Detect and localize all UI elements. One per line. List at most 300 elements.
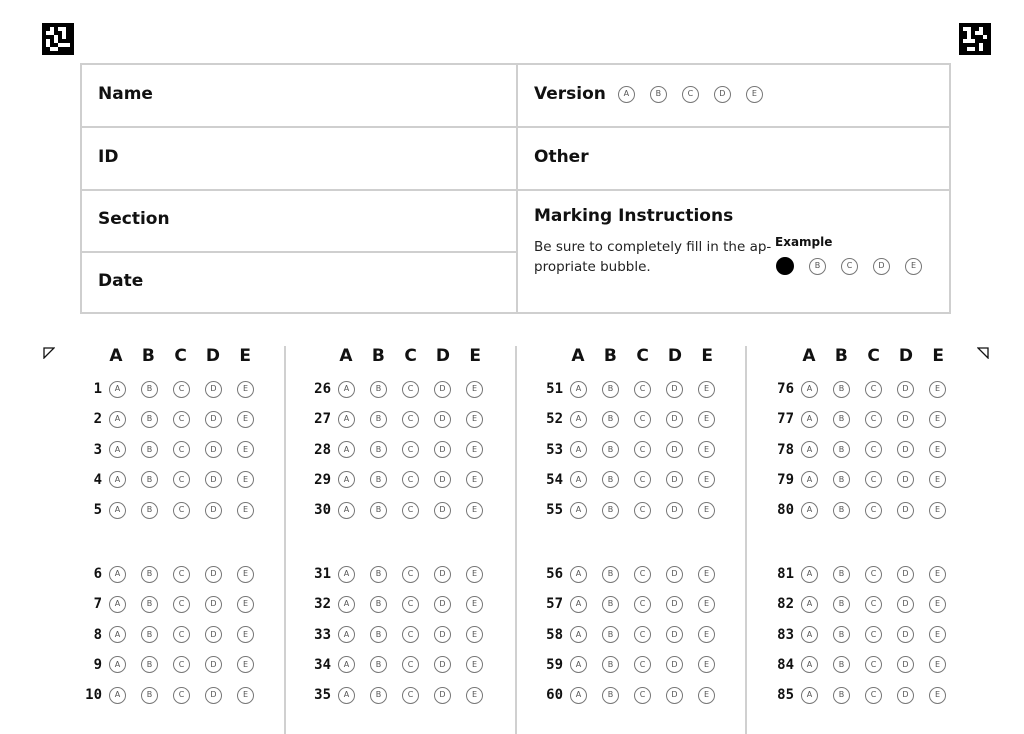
answer-bubble-4-c[interactable]: C	[173, 471, 190, 488]
answer-bubble-52-d[interactable]: D	[666, 411, 683, 428]
answer-bubble-81-a[interactable]: A	[801, 566, 818, 583]
question-row	[305, 410, 498, 428]
answer-bubble-5-a[interactable]: A	[109, 502, 126, 519]
example-bubble-d[interactable]: D	[873, 258, 890, 275]
answer-bubble-2-b[interactable]: B	[141, 411, 158, 428]
answer-bubble-10-d[interactable]: D	[205, 687, 222, 704]
answer-bubble-84-e[interactable]: E	[929, 656, 946, 673]
answer-bubble-58-c[interactable]: C	[634, 626, 651, 643]
question-number: 6	[93, 566, 102, 582]
answer-bubble-5-e[interactable]: E	[237, 502, 254, 519]
question-row	[305, 441, 498, 459]
question-row	[768, 501, 961, 519]
answer-bubble-58-e[interactable]: E	[698, 626, 715, 643]
info-table	[80, 63, 951, 314]
answer-bubble-33-c[interactable]: C	[402, 626, 419, 643]
answer-bubble-35-e[interactable]: E	[466, 687, 483, 704]
answer-bubble-55-a[interactable]: A	[570, 502, 587, 519]
answer-bubble-5-d[interactable]: D	[205, 502, 222, 519]
answer-bubble-80-e[interactable]: E	[929, 502, 946, 519]
question-number: 81	[777, 566, 794, 582]
answer-bubble-31-d[interactable]: D	[434, 566, 451, 583]
answer-bubble-58-a[interactable]: A	[570, 626, 587, 643]
answer-bubble-77-b[interactable]: B	[833, 411, 850, 428]
id-label: ID	[98, 147, 119, 167]
question-row	[76, 471, 269, 489]
answer-bubble-56-a[interactable]: A	[570, 566, 587, 583]
answer-bubble-52-a[interactable]: A	[570, 411, 587, 428]
question-row	[305, 595, 498, 613]
answer-bubble-85-c[interactable]: C	[865, 687, 882, 704]
answer-bubble-54-a[interactable]: A	[570, 471, 587, 488]
answer-bubble-9-a[interactable]: A	[109, 656, 126, 673]
question-number: 32	[314, 596, 331, 613]
answer-bubble-82-e[interactable]: E	[929, 596, 946, 613]
question-row	[537, 686, 730, 704]
alignment-corner-right	[977, 347, 989, 359]
answer-bubble-82-c[interactable]: C	[865, 596, 882, 613]
example-label: Example	[775, 235, 833, 249]
answer-bubble-29-c[interactable]: C	[402, 471, 419, 488]
answer-bubble-83-e[interactable]: E	[929, 626, 946, 643]
answer-bubble-34-d[interactable]: D	[434, 656, 451, 673]
example-bubble-b[interactable]: B	[809, 258, 826, 275]
answer-bubble-3-c[interactable]: C	[173, 441, 190, 458]
answer-bubble-85-e[interactable]: E	[929, 687, 946, 704]
answer-bubble-51-e[interactable]: E	[698, 381, 715, 398]
question-row	[768, 656, 961, 674]
answer-bubble-56-b[interactable]: B	[602, 566, 619, 583]
answer-bubble-85-a[interactable]: A	[801, 687, 818, 704]
answer-bubble-77-c[interactable]: C	[865, 411, 882, 428]
answer-bubble-59-c[interactable]: C	[634, 656, 651, 673]
answer-bubble-29-a[interactable]: A	[338, 471, 355, 488]
answer-bubble-9-b[interactable]: B	[141, 656, 158, 673]
answer-bubble-56-c[interactable]: C	[634, 566, 651, 583]
column-header-d: D	[898, 346, 913, 366]
answer-bubble-8-e[interactable]: E	[237, 626, 254, 643]
answer-bubble-26-a[interactable]: A	[338, 381, 355, 398]
column-header-d: D	[667, 346, 682, 366]
question-number: 83	[777, 626, 794, 643]
answer-bubble-29-e[interactable]: E	[466, 471, 483, 488]
column-header-e: E	[701, 346, 713, 366]
question-number: 2	[93, 411, 102, 428]
question-number: 8	[93, 626, 102, 643]
answer-bubble-28-c[interactable]: C	[402, 441, 419, 458]
answer-bubble-10-b[interactable]: B	[141, 687, 158, 704]
question-number: 35	[314, 687, 331, 704]
answer-bubble-80-d[interactable]: D	[897, 502, 914, 519]
answer-bubble-76-c[interactable]: C	[865, 381, 882, 398]
question-number: 82	[777, 596, 794, 613]
answer-bubble-31-a[interactable]: A	[338, 566, 355, 583]
column-separator	[284, 346, 286, 734]
question-row	[305, 565, 498, 583]
answer-bubble-7-c[interactable]: C	[173, 596, 190, 613]
answer-bubble-9-e[interactable]: E	[237, 656, 254, 673]
question-row	[76, 595, 269, 613]
answer-bubble-27-a[interactable]: A	[338, 411, 355, 428]
answer-bubble-81-c[interactable]: C	[865, 566, 882, 583]
answer-bubble-83-c[interactable]: C	[865, 626, 882, 643]
column-header-a: A	[571, 346, 585, 366]
answer-bubble-54-c[interactable]: C	[634, 471, 651, 488]
answer-bubble-33-a[interactable]: A	[338, 626, 355, 643]
answer-bubble-30-d[interactable]: D	[434, 502, 451, 519]
version-field	[534, 84, 778, 104]
question-row	[768, 410, 961, 428]
question-row	[305, 656, 498, 674]
answer-bubble-53-c[interactable]: C	[634, 441, 651, 458]
answer-bubble-79-a[interactable]: A	[801, 471, 818, 488]
answer-bubble-81-b[interactable]: B	[833, 566, 850, 583]
answer-bubble-5-b[interactable]: B	[141, 502, 158, 519]
answer-bubble-30-b[interactable]: B	[370, 502, 387, 519]
answer-bubble-55-d[interactable]: D	[666, 502, 683, 519]
question-row	[76, 501, 269, 519]
question-number: 5	[93, 502, 102, 519]
answer-bubble-59-d[interactable]: D	[666, 656, 683, 673]
column-header-b: B	[603, 346, 617, 366]
question-number: 57	[546, 596, 563, 613]
answer-bubble-84-a[interactable]: A	[801, 656, 818, 673]
question-number: 78	[777, 441, 794, 458]
answer-bubble-78-e[interactable]: E	[929, 441, 946, 458]
question-row	[768, 471, 961, 489]
answer-bubble-80-c[interactable]: C	[865, 502, 882, 519]
answer-bubble-2-a[interactable]: A	[109, 411, 126, 428]
question-number: 77	[777, 411, 794, 428]
question-row	[537, 595, 730, 613]
answer-bubble-77-e[interactable]: E	[929, 411, 946, 428]
answer-bubble-84-b[interactable]: B	[833, 656, 850, 673]
answer-bubble-55-c[interactable]: C	[634, 502, 651, 519]
answer-bubble-31-b[interactable]: B	[370, 566, 387, 583]
answer-bubble-6-b[interactable]: B	[141, 566, 158, 583]
question-number: 51	[546, 381, 563, 397]
answer-bubble-27-d[interactable]: D	[434, 411, 451, 428]
column-header-c: C	[174, 346, 187, 366]
answer-bubble-35-b[interactable]: B	[370, 687, 387, 704]
question-row	[76, 565, 269, 583]
question-row	[305, 686, 498, 704]
answer-bubble-81-e[interactable]: E	[929, 566, 946, 583]
question-row	[305, 626, 498, 644]
answer-bubble-32-a[interactable]: A	[338, 596, 355, 613]
answer-bubble-27-c[interactable]: C	[402, 411, 419, 428]
answer-bubble-1-c[interactable]: C	[173, 381, 190, 398]
question-row	[768, 441, 961, 459]
question-number: 10	[85, 687, 102, 704]
answer-bubble-33-e[interactable]: E	[466, 626, 483, 643]
answer-bubble-27-b[interactable]: B	[370, 411, 387, 428]
answer-bubble-28-b[interactable]: B	[370, 441, 387, 458]
answer-bubble-82-a[interactable]: A	[801, 596, 818, 613]
version-bubble-c[interactable]: C	[682, 86, 699, 103]
answer-bubble-77-a[interactable]: A	[801, 411, 818, 428]
answer-bubble-53-e[interactable]: E	[698, 441, 715, 458]
date-label: Date	[98, 271, 144, 291]
answer-bubble-76-d[interactable]: D	[897, 381, 914, 398]
question-number: 58	[546, 626, 563, 643]
answer-bubble-32-e[interactable]: E	[466, 596, 483, 613]
answer-bubble-59-a[interactable]: A	[570, 656, 587, 673]
answer-bubble-54-b[interactable]: B	[602, 471, 619, 488]
answer-bubble-30-e[interactable]: E	[466, 502, 483, 519]
question-row	[305, 380, 498, 398]
answer-bubble-82-b[interactable]: B	[833, 596, 850, 613]
answer-bubble-3-a[interactable]: A	[109, 441, 126, 458]
question-number: 76	[777, 381, 794, 397]
answer-bubble-57-e[interactable]: E	[698, 596, 715, 613]
answer-bubble-56-d[interactable]: D	[666, 566, 683, 583]
answer-bubble-9-c[interactable]: C	[173, 656, 190, 673]
answer-bubble-76-b[interactable]: B	[833, 381, 850, 398]
answer-bubble-6-e[interactable]: E	[237, 566, 254, 583]
answer-bubble-34-b[interactable]: B	[370, 656, 387, 673]
answer-bubble-34-e[interactable]: E	[466, 656, 483, 673]
answer-bubble-53-a[interactable]: A	[570, 441, 587, 458]
question-row	[768, 380, 961, 398]
answer-bubble-31-c[interactable]: C	[402, 566, 419, 583]
answer-bubble-30-a[interactable]: A	[338, 502, 355, 519]
answer-bubble-28-a[interactable]: A	[338, 441, 355, 458]
answer-bubble-34-c[interactable]: C	[402, 656, 419, 673]
question-row	[76, 380, 269, 398]
answer-bubble-81-d[interactable]: D	[897, 566, 914, 583]
answer-bubble-76-a[interactable]: A	[801, 381, 818, 398]
answer-bubble-79-c[interactable]: C	[865, 471, 882, 488]
answer-bubble-9-d[interactable]: D	[205, 656, 222, 673]
version-bubble-d[interactable]: D	[714, 86, 731, 103]
version-bubble-b[interactable]: B	[650, 86, 667, 103]
answer-bubble-28-d[interactable]: D	[434, 441, 451, 458]
answer-bubble-80-a[interactable]: A	[801, 502, 818, 519]
version-bubble-a[interactable]: A	[618, 86, 635, 103]
answer-bubble-83-b[interactable]: B	[833, 626, 850, 643]
answer-bubble-10-e[interactable]: E	[237, 687, 254, 704]
answer-bubble-78-c[interactable]: C	[865, 441, 882, 458]
question-number: 31	[314, 566, 331, 582]
answer-bubble-35-c[interactable]: C	[402, 687, 419, 704]
question-number: 1	[93, 381, 102, 397]
answer-bubble-56-e[interactable]: E	[698, 566, 715, 583]
answer-bubble-29-b[interactable]: B	[370, 471, 387, 488]
version-bubble-e[interactable]: E	[746, 86, 763, 103]
answer-bubble-7-b[interactable]: B	[141, 596, 158, 613]
question-number: 84	[777, 656, 794, 673]
answer-bubble-84-c[interactable]: C	[865, 656, 882, 673]
answer-bubble-78-d[interactable]: D	[897, 441, 914, 458]
answer-bubble-54-d[interactable]: D	[666, 471, 683, 488]
answer-bubble-7-d[interactable]: D	[205, 596, 222, 613]
answer-bubble-79-b[interactable]: B	[833, 471, 850, 488]
question-row	[76, 686, 269, 704]
answer-bubble-85-b[interactable]: B	[833, 687, 850, 704]
answer-bubble-32-b[interactable]: B	[370, 596, 387, 613]
name-label: Name	[98, 84, 153, 104]
answer-bubble-4-e[interactable]: E	[237, 471, 254, 488]
answer-bubble-26-e[interactable]: E	[466, 381, 483, 398]
question-row	[305, 501, 498, 519]
column-separator	[515, 346, 517, 734]
question-number: 33	[314, 626, 331, 643]
question-row	[537, 410, 730, 428]
answer-bubble-26-c[interactable]: C	[402, 381, 419, 398]
answer-bubble-52-c[interactable]: C	[634, 411, 651, 428]
answer-bubble-85-d[interactable]: D	[897, 687, 914, 704]
answer-bubble-53-d[interactable]: D	[666, 441, 683, 458]
answer-bubble-60-a[interactable]: A	[570, 687, 587, 704]
answer-bubble-78-a[interactable]: A	[801, 441, 818, 458]
answer-bubble-51-d[interactable]: D	[666, 381, 683, 398]
question-row	[537, 380, 730, 398]
answer-bubble-8-c[interactable]: C	[173, 626, 190, 643]
answer-bubble-57-a[interactable]: A	[570, 596, 587, 613]
answer-bubble-60-b[interactable]: B	[602, 687, 619, 704]
answer-bubble-32-d[interactable]: D	[434, 596, 451, 613]
answer-bubble-4-a[interactable]: A	[109, 471, 126, 488]
answer-bubble-33-b[interactable]: B	[370, 626, 387, 643]
answer-bubble-1-e[interactable]: E	[237, 381, 254, 398]
answer-bubble-53-b[interactable]: B	[602, 441, 619, 458]
question-row	[768, 595, 961, 613]
answer-bubble-7-e[interactable]: E	[237, 596, 254, 613]
answer-bubble-78-b[interactable]: B	[833, 441, 850, 458]
answer-bubble-4-b[interactable]: B	[141, 471, 158, 488]
answer-bubble-82-d[interactable]: D	[897, 596, 914, 613]
answer-bubble-57-c[interactable]: C	[634, 596, 651, 613]
answer-bubble-83-d[interactable]: D	[897, 626, 914, 643]
question-number: 52	[546, 411, 563, 428]
answer-bubble-35-d[interactable]: D	[434, 687, 451, 704]
question-number: 4	[93, 471, 102, 488]
other-label: Other	[534, 147, 589, 167]
answer-bubble-51-a[interactable]: A	[570, 381, 587, 398]
answer-bubble-51-b[interactable]: B	[602, 381, 619, 398]
answer-bubble-1-b[interactable]: B	[141, 381, 158, 398]
answer-bubble-51-c[interactable]: C	[634, 381, 651, 398]
answer-bubble-79-d[interactable]: D	[897, 471, 914, 488]
answer-bubble-3-b[interactable]: B	[141, 441, 158, 458]
answer-bubble-60-d[interactable]: D	[666, 687, 683, 704]
answer-bubble-80-b[interactable]: B	[833, 502, 850, 519]
answer-bubble-77-d[interactable]: D	[897, 411, 914, 428]
question-row	[537, 565, 730, 583]
answer-bubble-8-d[interactable]: D	[205, 626, 222, 643]
answer-bubble-55-e[interactable]: E	[698, 502, 715, 519]
answer-bubble-4-d[interactable]: D	[205, 471, 222, 488]
answer-bubble-33-d[interactable]: D	[434, 626, 451, 643]
answer-bubble-2-e[interactable]: E	[237, 411, 254, 428]
answer-bubble-79-e[interactable]: E	[929, 471, 946, 488]
answer-bubble-84-d[interactable]: D	[897, 656, 914, 673]
question-number: 53	[546, 441, 563, 458]
column-header-c: C	[404, 346, 417, 366]
answer-bubble-32-c[interactable]: C	[402, 596, 419, 613]
answer-bubble-26-b[interactable]: B	[370, 381, 387, 398]
question-number: 27	[314, 411, 331, 428]
column-header-c: C	[636, 346, 649, 366]
column-header-a: A	[339, 346, 353, 366]
answer-bubble-54-e[interactable]: E	[698, 471, 715, 488]
answer-bubble-57-d[interactable]: D	[666, 596, 683, 613]
answer-bubble-60-c[interactable]: C	[634, 687, 651, 704]
answer-bubble-2-d[interactable]: D	[205, 411, 222, 428]
answer-bubble-3-e[interactable]: E	[237, 441, 254, 458]
answer-bubble-6-a[interactable]: A	[109, 566, 126, 583]
answer-bubble-10-c[interactable]: C	[173, 687, 190, 704]
answer-bubble-57-b[interactable]: B	[602, 596, 619, 613]
answer-bubble-58-b[interactable]: B	[602, 626, 619, 643]
question-row	[768, 626, 961, 644]
answer-bubble-29-d[interactable]: D	[434, 471, 451, 488]
question-number: 34	[314, 656, 331, 673]
answer-bubble-83-a[interactable]: A	[801, 626, 818, 643]
answer-bubble-7-a[interactable]: A	[109, 596, 126, 613]
column-header-b: B	[141, 346, 155, 366]
answer-bubble-8-a[interactable]: A	[109, 626, 126, 643]
answer-bubble-6-c[interactable]: C	[173, 566, 190, 583]
answer-bubble-26-d[interactable]: D	[434, 381, 451, 398]
answer-bubble-60-e[interactable]: E	[698, 687, 715, 704]
answer-bubble-59-e[interactable]: E	[698, 656, 715, 673]
instructions-title: Marking Instructions	[534, 206, 734, 226]
answer-bubble-34-a[interactable]: A	[338, 656, 355, 673]
fiducial-marker-top-right	[959, 23, 991, 55]
question-number: 85	[777, 687, 794, 704]
question-row	[537, 471, 730, 489]
answer-bubble-5-c[interactable]: C	[173, 502, 190, 519]
answer-bubble-27-e[interactable]: E	[466, 411, 483, 428]
answer-bubble-1-d[interactable]: D	[205, 381, 222, 398]
answer-bubble-6-d[interactable]: D	[205, 566, 222, 583]
question-number: 80	[777, 502, 794, 519]
answer-bubble-52-e[interactable]: E	[698, 411, 715, 428]
question-number: 54	[546, 471, 563, 488]
answer-bubble-3-d[interactable]: D	[205, 441, 222, 458]
answer-bubble-59-b[interactable]: B	[602, 656, 619, 673]
answer-bubble-55-b[interactable]: B	[602, 502, 619, 519]
example-bubble-filled[interactable]	[776, 257, 794, 275]
answer-bubble-76-e[interactable]: E	[929, 381, 946, 398]
answer-bubble-30-c[interactable]: C	[402, 502, 419, 519]
answer-bubble-58-d[interactable]: D	[666, 626, 683, 643]
example-bubble-e[interactable]: E	[905, 258, 922, 275]
column-header-a: A	[802, 346, 816, 366]
example-bubble-c[interactable]: C	[841, 258, 858, 275]
answer-bubble-10-a[interactable]: A	[109, 687, 126, 704]
answer-bubble-31-e[interactable]: E	[466, 566, 483, 583]
question-row	[305, 471, 498, 489]
column-header-a: A	[109, 346, 123, 366]
answer-bubble-1-a[interactable]: A	[109, 381, 126, 398]
question-number: 60	[546, 687, 563, 704]
answer-bubble-35-a[interactable]: A	[338, 687, 355, 704]
answer-bubble-8-b[interactable]: B	[141, 626, 158, 643]
question-number: 3	[93, 441, 102, 458]
version-label: Version	[534, 84, 606, 104]
column-header-d: D	[205, 346, 220, 366]
question-row	[76, 626, 269, 644]
answer-bubble-52-b[interactable]: B	[602, 411, 619, 428]
section-label: Section	[98, 209, 170, 229]
question-row	[76, 410, 269, 428]
question-row	[768, 565, 961, 583]
answer-bubble-2-c[interactable]: C	[173, 411, 190, 428]
answer-bubble-28-e[interactable]: E	[466, 441, 483, 458]
